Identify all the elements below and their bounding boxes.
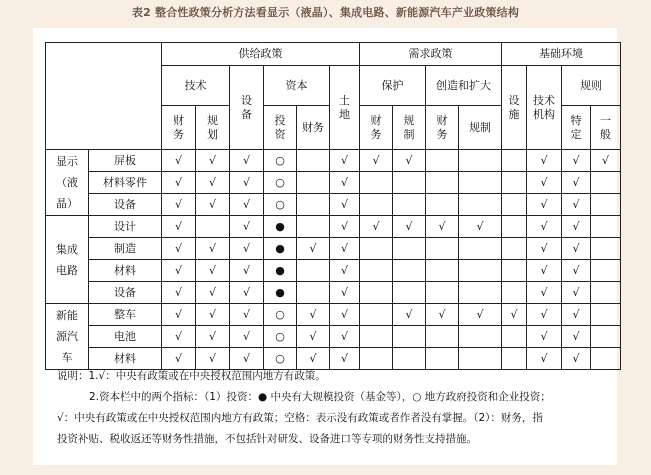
policy-cell: √ — [527, 194, 562, 216]
policy-cell — [591, 194, 621, 216]
header-cap-invest: 投资 — [264, 106, 297, 150]
policy-cell: √ — [230, 348, 264, 370]
policy-cell — [426, 194, 459, 216]
header-land: 土地 — [330, 66, 360, 150]
policy-cell — [426, 172, 459, 194]
industry-name: 新能源汽车 — [46, 304, 89, 370]
policy-cell: √ — [196, 238, 230, 260]
table-row — [46, 282, 621, 304]
policy-cell: √ — [162, 172, 196, 194]
notes — [57, 366, 613, 450]
policy-cell: √ — [162, 150, 196, 172]
policy-cell: √ — [527, 260, 562, 282]
policy-cell — [360, 282, 393, 304]
table-row — [46, 304, 621, 326]
policy-cell: √ — [426, 216, 459, 238]
policy-cell — [591, 326, 621, 348]
policy-cell — [426, 282, 459, 304]
table-row — [46, 238, 621, 260]
table-row — [46, 260, 621, 282]
policy-cell: √ — [162, 194, 196, 216]
header-create-fin: 财务 — [426, 106, 459, 150]
policy-cell: √ — [162, 260, 196, 282]
policy-cell: √ — [527, 238, 562, 260]
policy-cell: √ — [562, 172, 591, 194]
policy-cell: √ — [196, 326, 230, 348]
header-rule-general: 一般 — [591, 106, 621, 150]
header-supply: 供给政策 — [162, 43, 360, 66]
policy-cell: √ — [297, 304, 330, 326]
policy-cell: ○ — [264, 194, 297, 216]
policy-cell — [591, 216, 621, 238]
policy-cell — [360, 326, 393, 348]
table-caption: 表2 整合性政策分析方法看显示（液晶）、集成电路、新能源汽车产业政策结构 — [131, 6, 520, 19]
policy-cell: √ — [393, 150, 426, 172]
policy-cell — [591, 282, 621, 304]
policy-cell: √ — [562, 238, 591, 260]
policy-cell — [459, 238, 502, 260]
policy-cell: √ — [230, 282, 264, 304]
policy-cell: √ — [562, 348, 591, 370]
table-row — [46, 194, 621, 216]
policy-cell — [297, 260, 330, 282]
policy-cell — [426, 150, 459, 172]
policy-cell: ● — [264, 216, 297, 238]
policy-cell — [502, 172, 527, 194]
policy-cell — [426, 238, 459, 260]
policy-cell: √ — [527, 326, 562, 348]
policy-cell: √ — [360, 150, 393, 172]
header-tech-fin: 财务 — [162, 106, 196, 150]
policy-cell: √ — [330, 282, 360, 304]
header-equipment: 设备 — [230, 66, 264, 150]
policy-cell — [393, 326, 426, 348]
policy-cell: √ — [162, 282, 196, 304]
policy-cell: √ — [230, 304, 264, 326]
note-line: 说明：1.√：中央有政策或在中央授权范围内地方有政策。 — [57, 370, 326, 382]
policy-cell — [196, 216, 230, 238]
header-create-plan: 规制 — [459, 106, 502, 150]
policy-cell: √ — [330, 238, 360, 260]
policy-cell: √ — [527, 282, 562, 304]
header-blank — [46, 43, 162, 150]
policy-cell — [297, 150, 330, 172]
policy-cell — [459, 194, 502, 216]
policy-cell: √ — [196, 172, 230, 194]
header-base: 基础环境 — [502, 43, 621, 66]
policy-cell — [591, 172, 621, 194]
policy-cell: √ — [562, 150, 591, 172]
segment-name: 设计 — [89, 216, 162, 238]
segment-name: 屏板 — [89, 150, 162, 172]
policy-cell — [459, 326, 502, 348]
policy-cell: √ — [360, 216, 393, 238]
table-row — [46, 216, 621, 238]
segment-name: 电池 — [89, 326, 162, 348]
policy-cell — [426, 326, 459, 348]
note-line: 2.资本栏中的两个指标：（1）投资：● 中央有大规模投资（基金等），○ 地方政府投资和企业投资； — [89, 391, 551, 403]
policy-cell: √ — [527, 172, 562, 194]
policy-cell — [502, 150, 527, 172]
policy-cell: √ — [297, 326, 330, 348]
policy-cell — [591, 304, 621, 326]
table-row — [46, 172, 621, 194]
note-line: √：中央有政策或在中央授权范围内地方有政策；空格：表示没有政策或者作者没有掌握。（2）：财务，指 — [57, 412, 543, 424]
policy-cell: √ — [330, 326, 360, 348]
policy-cell: √ — [459, 304, 502, 326]
segment-name: 整车 — [89, 304, 162, 326]
policy-cell — [297, 282, 330, 304]
policy-cell: √ — [426, 304, 459, 326]
note-line: 投资补贴、税收返还等财务性措施，不包括针对研发、设备进口等专项的财务性支持措施。 — [57, 433, 477, 445]
policy-cell — [297, 194, 330, 216]
policy-cell: √ — [196, 150, 230, 172]
policy-cell: √ — [297, 348, 330, 370]
policy-cell: √ — [330, 260, 360, 282]
policy-cell — [459, 172, 502, 194]
policy-cell: √ — [162, 348, 196, 370]
policy-cell: ○ — [264, 304, 297, 326]
industry-name: 集成电路 — [46, 216, 89, 304]
policy-cell — [591, 260, 621, 282]
segment-name: 制造 — [89, 238, 162, 260]
policy-cell: ○ — [264, 172, 297, 194]
header-tech-org: 技术机构 — [527, 66, 562, 150]
policy-cell — [297, 216, 330, 238]
policy-cell: √ — [330, 172, 360, 194]
policy-cell — [393, 260, 426, 282]
policy-cell: √ — [230, 194, 264, 216]
policy-cell: √ — [330, 150, 360, 172]
header-capital: 资本 — [264, 66, 330, 106]
policy-cell: √ — [230, 260, 264, 282]
policy-cell: √ — [393, 216, 426, 238]
policy-cell — [360, 172, 393, 194]
policy-cell — [393, 282, 426, 304]
header-rules: 规则 — [562, 66, 621, 106]
policy-cell — [502, 282, 527, 304]
policy-cell: √ — [196, 260, 230, 282]
policy-cell: √ — [591, 150, 621, 172]
policy-cell — [393, 238, 426, 260]
segment-name: 材料 — [89, 348, 162, 370]
policy-cell — [502, 260, 527, 282]
policy-cell: √ — [196, 282, 230, 304]
policy-cell: √ — [562, 326, 591, 348]
policy-cell — [360, 304, 393, 326]
header-rule-specific: 特定 — [562, 106, 591, 150]
policy-cell — [502, 216, 527, 238]
header-protect: 保护 — [360, 66, 426, 106]
policy-cell: √ — [162, 304, 196, 326]
policy-cell — [360, 260, 393, 282]
policy-cell: √ — [562, 194, 591, 216]
policy-cell: ● — [264, 282, 297, 304]
policy-cell: √ — [230, 326, 264, 348]
policy-cell — [297, 172, 330, 194]
policy-cell: √ — [562, 282, 591, 304]
policy-cell: √ — [230, 216, 264, 238]
policy-cell — [393, 172, 426, 194]
policy-cell — [360, 238, 393, 260]
segment-name: 设备 — [89, 282, 162, 304]
policy-cell: √ — [393, 304, 426, 326]
header-create: 创造和扩大 — [426, 66, 502, 106]
header-cap-fin: 财务 — [297, 106, 330, 150]
policy-cell: √ — [162, 326, 196, 348]
policy-cell: √ — [562, 260, 591, 282]
policy-cell: √ — [162, 216, 196, 238]
policy-cell: ○ — [264, 326, 297, 348]
policy-cell — [426, 260, 459, 282]
policy-cell: √ — [330, 348, 360, 370]
header-prot-plan: 规制 — [393, 106, 426, 150]
policy-cell: ● — [264, 260, 297, 282]
policy-cell: √ — [196, 348, 230, 370]
header-demand: 需求政策 — [360, 43, 502, 66]
segment-name: 材料 — [89, 260, 162, 282]
policy-cell — [591, 238, 621, 260]
policy-table — [45, 42, 621, 370]
header-tech: 技术 — [162, 66, 230, 106]
table-row — [46, 326, 621, 348]
segment-name: 材料零件 — [89, 172, 162, 194]
policy-cell: √ — [459, 216, 502, 238]
policy-cell: √ — [562, 216, 591, 238]
policy-cell: √ — [527, 348, 562, 370]
policy-cell — [459, 260, 502, 282]
header-tech-plan: 规划 — [196, 106, 230, 150]
policy-cell — [393, 194, 426, 216]
policy-cell: √ — [162, 238, 196, 260]
policy-cell — [360, 194, 393, 216]
policy-cell — [502, 238, 527, 260]
policy-cell: √ — [527, 150, 562, 172]
policy-cell — [459, 282, 502, 304]
header-prot-fin: 财务 — [360, 106, 393, 150]
policy-cell: √ — [230, 238, 264, 260]
policy-cell: √ — [196, 194, 230, 216]
policy-cell: √ — [230, 150, 264, 172]
table-row — [46, 150, 621, 172]
industry-name: 显示（液晶） — [46, 150, 89, 216]
policy-cell: √ — [196, 304, 230, 326]
policy-cell: √ — [562, 304, 591, 326]
policy-cell: ● — [264, 238, 297, 260]
policy-cell: √ — [330, 216, 360, 238]
policy-cell: √ — [502, 304, 527, 326]
policy-cell — [502, 194, 527, 216]
header-facility: 设施 — [502, 66, 527, 150]
policy-cell: √ — [330, 194, 360, 216]
policy-cell — [502, 326, 527, 348]
policy-cell: √ — [527, 304, 562, 326]
policy-cell: √ — [527, 216, 562, 238]
policy-cell: ○ — [264, 348, 297, 370]
segment-name: 设备 — [89, 194, 162, 216]
policy-cell: √ — [230, 172, 264, 194]
policy-cell: ○ — [264, 150, 297, 172]
policy-cell: √ — [297, 238, 330, 260]
policy-cell — [459, 150, 502, 172]
policy-cell: √ — [330, 304, 360, 326]
